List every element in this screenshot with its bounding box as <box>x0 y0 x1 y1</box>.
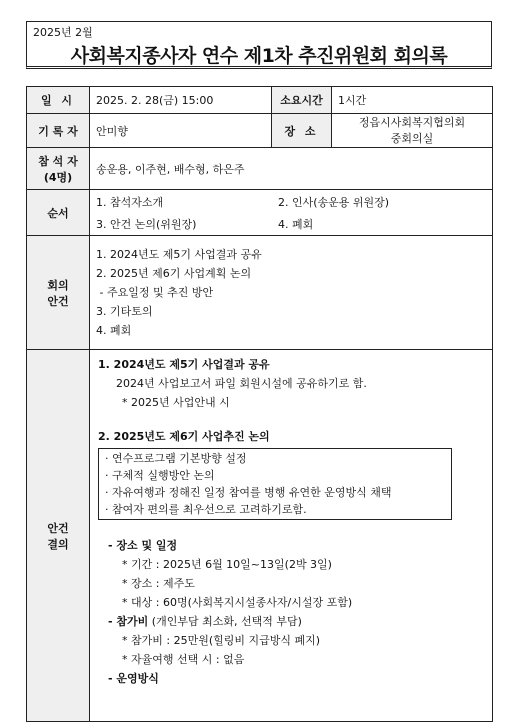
fee-item: * 참가비 : 25만원(힐링비 지급방식 폐지) <box>122 634 321 647</box>
agenda-label <box>27 236 90 350</box>
recorder-label: 기 록 자 <box>27 114 90 148</box>
fee-heading-note: (개인부담 최소화, 선택적 부담) <box>148 615 302 628</box>
attendees-count: (4명) <box>43 170 73 184</box>
summary-item: · 자유여행과 정해진 일정 참여를 병행 유연한 운영방식 채택 <box>105 486 392 499</box>
row-attendees <box>27 148 493 190</box>
document-title: 사회복지종사자 연수 제1차 추진위원회 회의록 <box>70 45 448 67</box>
agenda-item: - 주요일정 및 추진 방안 <box>96 286 214 299</box>
header-date: 2025년 2월 <box>33 26 93 39</box>
fee-heading <box>98 612 484 631</box>
agenda-item: 4. 폐회 <box>96 324 132 337</box>
agenda-label-line: 회의 <box>47 278 69 292</box>
row-recorder <box>27 114 493 148</box>
section-1-line: 2024년 사업보고서 파일 회원시설에 공유하기로 함. <box>116 377 367 390</box>
attendees-value: 송운용, 이주현, 배수형, 하은주 <box>90 148 493 190</box>
place-line-1: 정읍시사회복지협의회 <box>358 115 466 129</box>
row-order <box>27 190 493 236</box>
row-resolution <box>27 350 493 722</box>
schedule-item: * 장소 : 제주도 <box>122 577 195 590</box>
attendees-label <box>27 148 90 190</box>
schedule-heading: - 장소 및 일정 <box>108 539 178 552</box>
section-1-title: 1. 2024년도 제5기 사업결과 공유 <box>98 358 270 371</box>
date-value: 2025. 2. 28(금) 15:00 <box>90 87 272 114</box>
row-agenda <box>27 236 493 350</box>
place-line-2: 중회의실 <box>390 131 434 145</box>
summary-item: · 연수프로그램 기본방향 설정 <box>105 452 247 465</box>
order-label: 순서 <box>27 190 90 236</box>
minutes-table <box>26 86 493 722</box>
order-item: 2. 인사(송운용 위원장) <box>278 195 390 209</box>
agenda-items <box>90 236 493 350</box>
section-1-note: * 2025년 사업안내 시 <box>122 396 230 409</box>
summary-item: · 참여자 편의를 최우선으로 고려하기로함. <box>105 503 307 516</box>
operation-heading: - 운영방식 <box>108 672 159 685</box>
resolution-content <box>90 350 493 722</box>
agenda-item: 3. 기타토의 <box>96 305 153 318</box>
schedule-item: * 대상 : 60명(사회복지시설종사자/시설장 포함) <box>122 596 353 609</box>
summary-item: · 구체적 실행방안 논의 <box>105 469 215 482</box>
place-value <box>332 114 493 148</box>
resolution-label <box>27 350 90 722</box>
agenda-item: 1. 2024년도 제5기 사업결과 공유 <box>96 248 262 261</box>
attendees-label-text: 참 석 자 <box>38 154 78 168</box>
summary-box <box>98 448 452 520</box>
agenda-item: 2. 2025년 제6기 사업계획 논의 <box>96 267 252 280</box>
duration-label: 소요시간 <box>272 87 332 114</box>
order-item: 4. 폐회 <box>278 217 314 231</box>
resolution-label-line: 안건 <box>47 521 69 535</box>
order-items <box>90 190 493 236</box>
order-item: 1. 참석자소개 <box>96 195 164 209</box>
place-label: 장 소 <box>272 114 332 148</box>
schedule-item: * 기간 : 2025년 6월 10일~13일(2박 3일) <box>122 558 332 571</box>
fee-heading-bold: - 참가비 <box>108 615 149 628</box>
fee-item: * 자율여행 선택 시 : 없음 <box>122 653 245 666</box>
order-item: 3. 안건 논의(위원장) <box>96 217 197 231</box>
row-date <box>27 87 493 114</box>
recorder-value: 안미향 <box>90 114 272 148</box>
document-header <box>26 21 492 69</box>
date-label: 일 시 <box>27 87 90 114</box>
agenda-label-line: 안건 <box>47 294 69 308</box>
resolution-label-line: 결의 <box>47 537 69 551</box>
section-2-title: 2. 2025년도 제6기 사업추진 논의 <box>98 430 270 443</box>
duration-value: 1시간 <box>332 87 493 114</box>
